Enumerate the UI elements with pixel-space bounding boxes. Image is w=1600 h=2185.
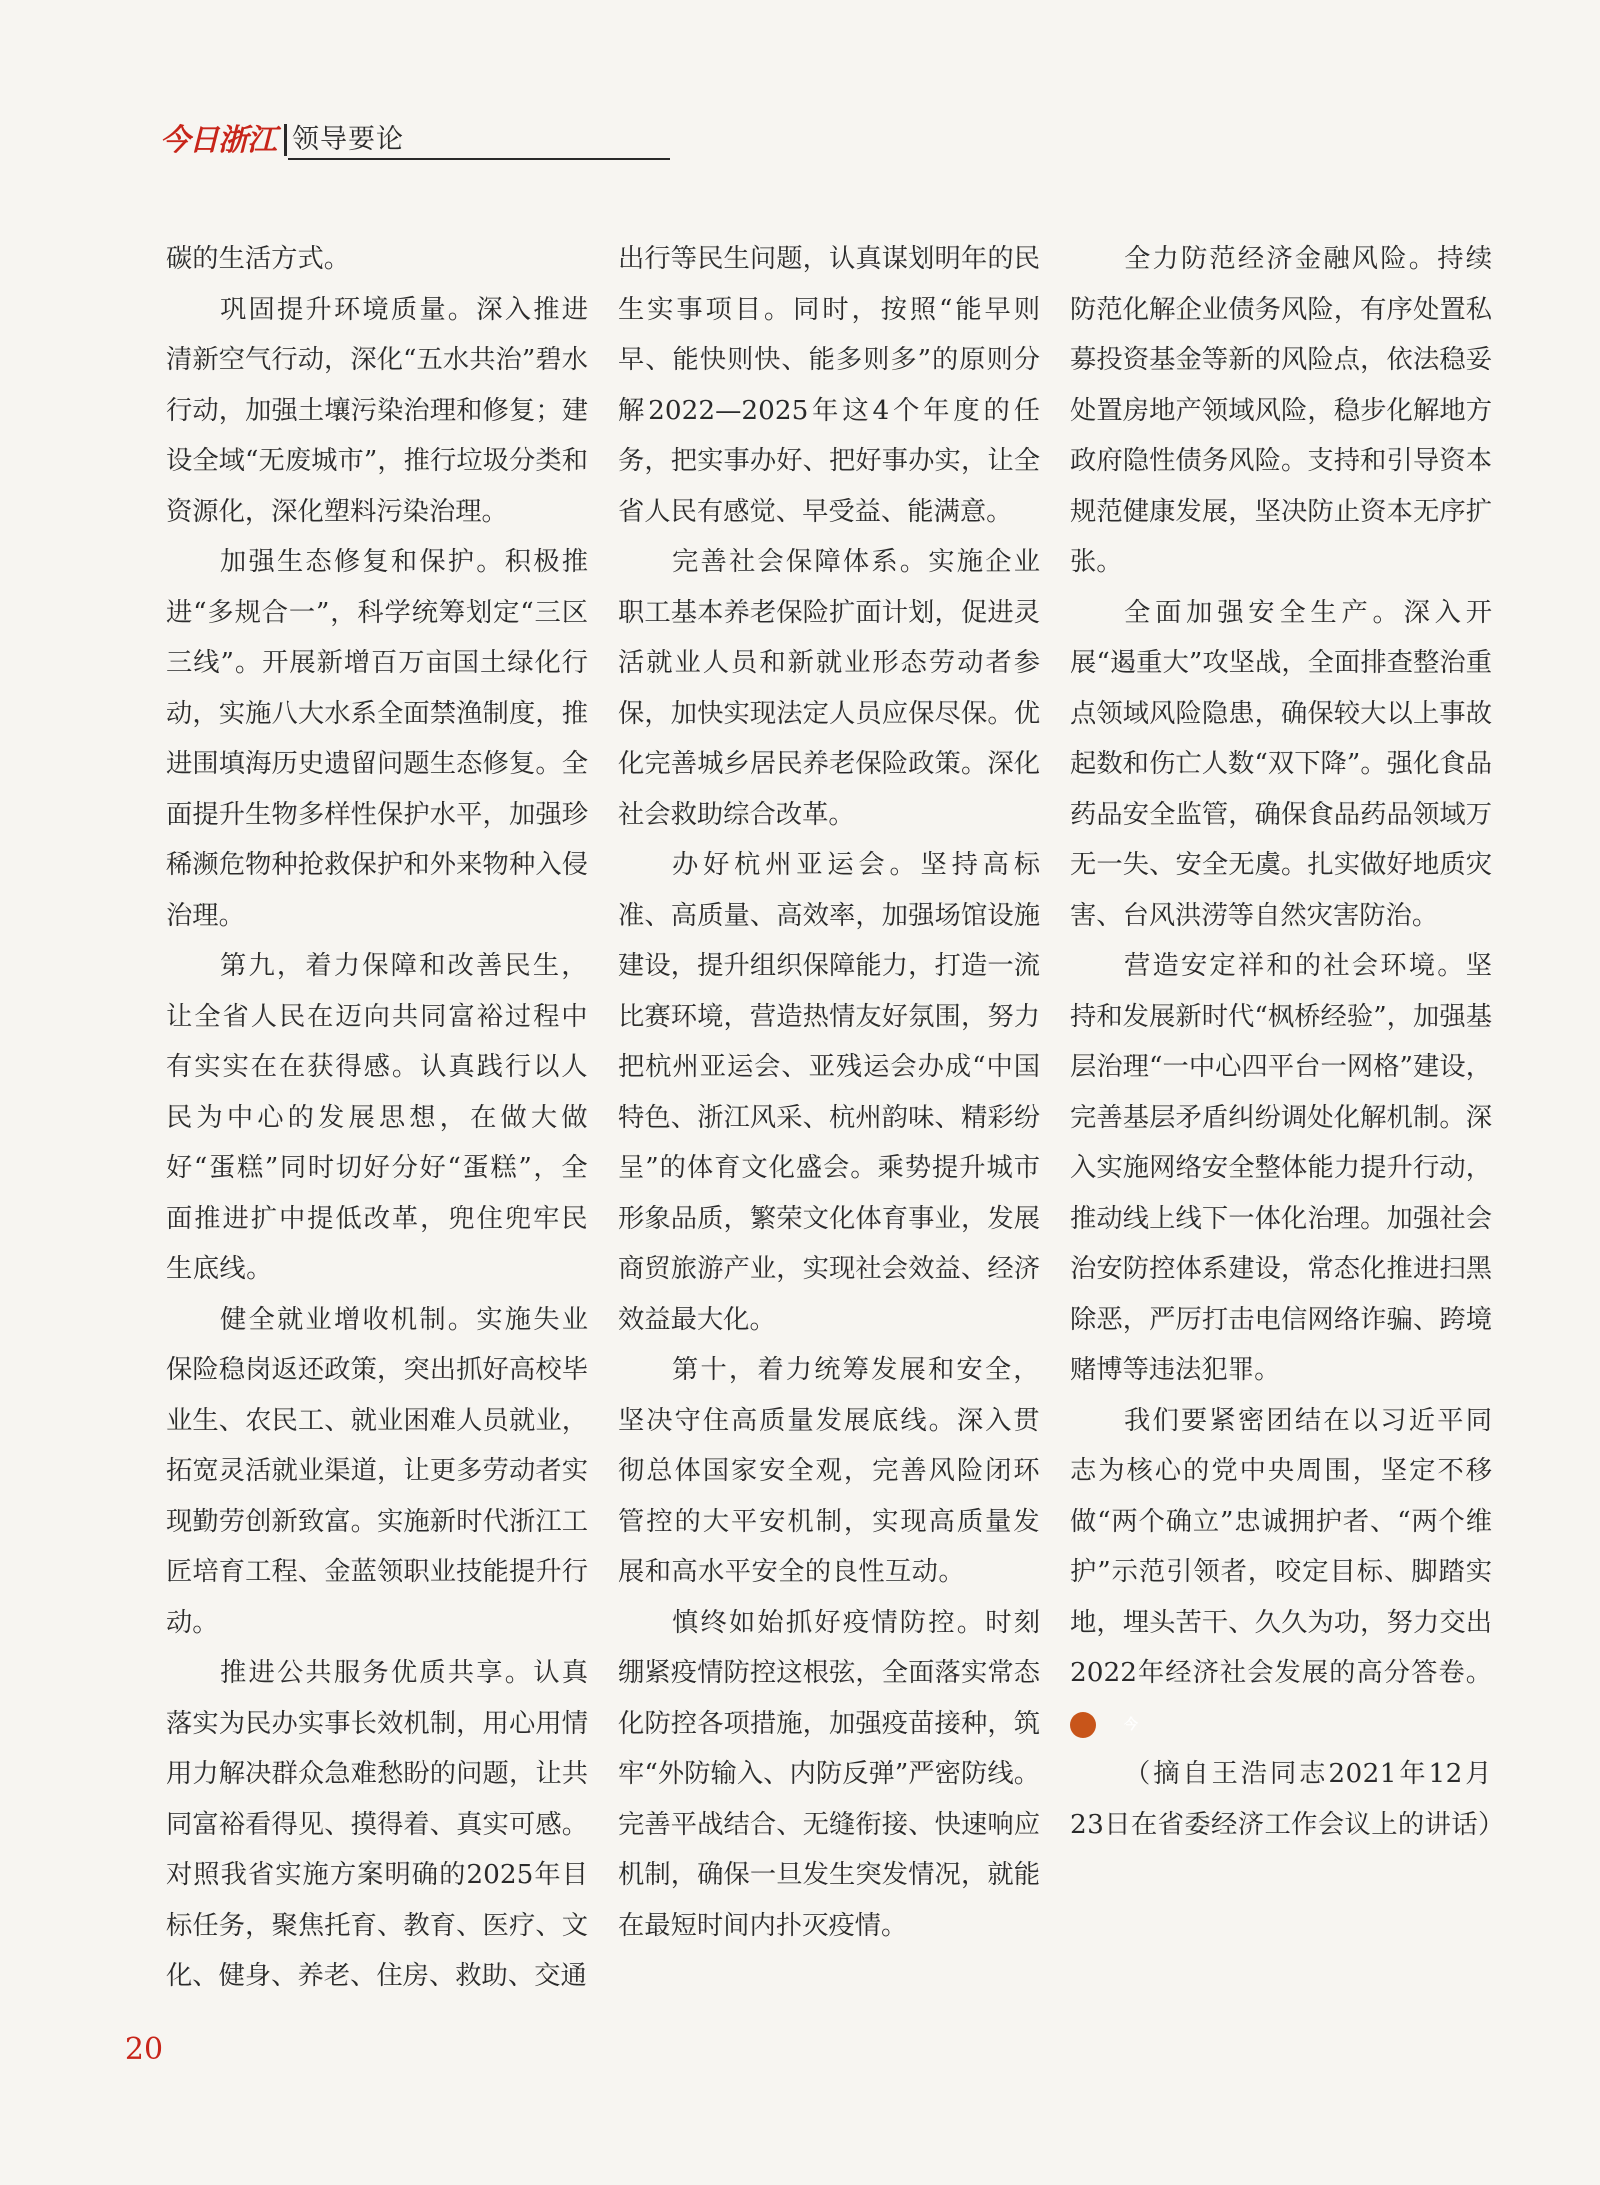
section-title: 领导要论 bbox=[292, 124, 404, 155]
magazine-logo: 今日浙江 bbox=[160, 123, 276, 158]
masthead-divider bbox=[284, 124, 287, 156]
paragraph-social-environment: 营造安定祥和的社会环境。坚持和发展新时代“枫桥经验”，加强基层治理“一中心四平台一网格”建设，完善基层矛盾纠纷调处化解机制。深入实施网络安全整体能力提升行动，推动线上线下一体化治理。加强社会治安防控体系建设，常态化推进扫黑除恶，严厉打击电信网络诈骗、跨境赌博等违法犯罪。 bbox=[1070, 951, 1492, 1385]
paragraph-production-safety: 全面加强安全生产。深入开展“遏重大”攻坚战，全面排查整治重点领域风险隐患，确保较大以上事故起数和伤亡人数“双下降”。强化食品药品安全监管，确保食品药品领域万无一失、安全无虞。扎实做好地质灾害、台风洪涝等自然灾害防治。 bbox=[1070, 597, 1492, 931]
masthead bbox=[160, 124, 512, 158]
paragraph-social-security: 完善社会保障体系。实施企业职工基本养老保险扩面计划，促进灵活就业人员和新就业形态劳动者参保，加快实现法定人员应保尽保。优化完善城乡居民养老保险政策。深化社会救助综合改革。 bbox=[618, 547, 1040, 830]
paragraph-asian-games: 办好杭州亚运会。坚持高标准、高质量、高效率，加强场馆设施建设，提升组织保障能力，打造一流比赛环境，营造热情友好氛围，努力把杭州亚运会、亚残运会办成“中国特色、浙江风采、杭州韵味、精彩纷呈”的体育文化盛会。乘势提升城市形象品质，繁荣文化体育事业，发展商贸旅游产业，实现社会效益、经济效益最大化。 bbox=[618, 850, 1040, 1335]
end-mark-icon: 今 bbox=[1070, 1712, 1096, 1738]
paragraph-public-services: 推进公共服务优质共享。认真落实为民办实事长效机制，用心用情用力解决群众急难愁盼的问题，让共同富裕看得见、摸得着、真实可感。对照我省实施方案明确的2025年目标任务，聚焦托育、教育、医疗、文化、健身、养老、住房、救助、交通 bbox=[166, 1658, 588, 1991]
paragraph-continued: 碳的生活方式。 bbox=[166, 244, 351, 274]
paragraph-section-ninth: 第九，着力保障和改善民生，让全省人民在迈向共同富裕过程中有实实在在获得感。认真践行以人民为中心的发展思想，在做大做好“蛋糕”同时切好分好“蛋糕”，全面推进扩中提低改革，兜住兜牢民生底线。 bbox=[166, 951, 588, 1284]
paragraph-financial-risk: 全力防范经济金融风险。持续防范化解企业债务风险，有序处置私募投资基金等新的风险点，依法稳妥处置房地产领域风险，稳步化解地方政府隐性债务风险。支持和引导资本规范健康发展，坚决防止资本无序扩张。 bbox=[1070, 244, 1492, 577]
text-column-3 bbox=[1070, 234, 1505, 1850]
paragraph-section-tenth: 第十，着力统筹发展和安全，坚决守住高质量发展底线。深入贯彻总体国家安全观，完善风险闭环管控的大平安机制，实现高质量发展和高水平安全的良性互动。 bbox=[618, 1355, 1040, 1587]
source-citation: （摘自王浩同志2021年12月23日在省委经济工作会议上的讲话） bbox=[1070, 1759, 1505, 1840]
paragraph-continued: 出行等民生问题，认真谋划明年的民生实事项目。同时，按照“能早则早、能快则快、能多则多”的原则分解2022—2025年这4个年度的任务，把实事办好、把好事办实，让全省人民有感觉、早受益、能满意。 bbox=[618, 244, 1040, 527]
text-column-1 bbox=[166, 234, 588, 2002]
text-column-2 bbox=[618, 234, 1040, 1951]
page-number: 20 bbox=[124, 2032, 164, 2067]
closing-text: 我们要紧密团结在以习近平同志为核心的党中央周围，坚定不移做“两个确立”忠诚拥护者、“两个维护”示范引领者，咬定目标、脚踏实地，埋头苦干、久久为功，努力交出2022年经济社会发展的高分答卷。 bbox=[1070, 1405, 1492, 1688]
paragraph-epidemic-control: 慎终如始抓好疫情防控。时刻绷紧疫情防控这根弦，全面落实常态化防控各项措施，加强疫苗接种，筑牢“外防输入、内防反弹”严密防线。完善平战结合、无缝衔接、快速响应机制，确保一旦发生突发情况，就能在最短时间内扑灭疫情。 bbox=[618, 1607, 1040, 1941]
masthead-rule bbox=[288, 158, 670, 160]
paragraph-ecological-protection: 加强生态修复和保护。积极推进“多规合一”，科学统筹划定“三区三线”。开展新增百万亩国土绿化行动，实施八大水系全面禁渔制度，推进围填海历史遗留问题生态修复。全面提升生物多样性保护水平，加强珍稀濒危物种抢救保护和外来物种入侵治理。 bbox=[166, 547, 588, 931]
paragraph-closing bbox=[1070, 1396, 1492, 1750]
paragraph-environment-quality: 巩固提升环境质量。深入推进清新空气行动，深化“五水共治”碧水行动，加强土壤污染治理和修复；建设全域“无废城市”，推行垃圾分类和资源化，深化塑料污染治理。 bbox=[166, 294, 588, 527]
paragraph-employment: 健全就业增收机制。实施失业保险稳岗返还政策，突出抓好高校毕业生、农民工、就业困难人员就业，拓宽灵活就业渠道，让更多劳动者实现勤劳创新致富。实施新时代浙江工匠培育工程、金蓝领职业技能提升行动。 bbox=[166, 1304, 588, 1638]
